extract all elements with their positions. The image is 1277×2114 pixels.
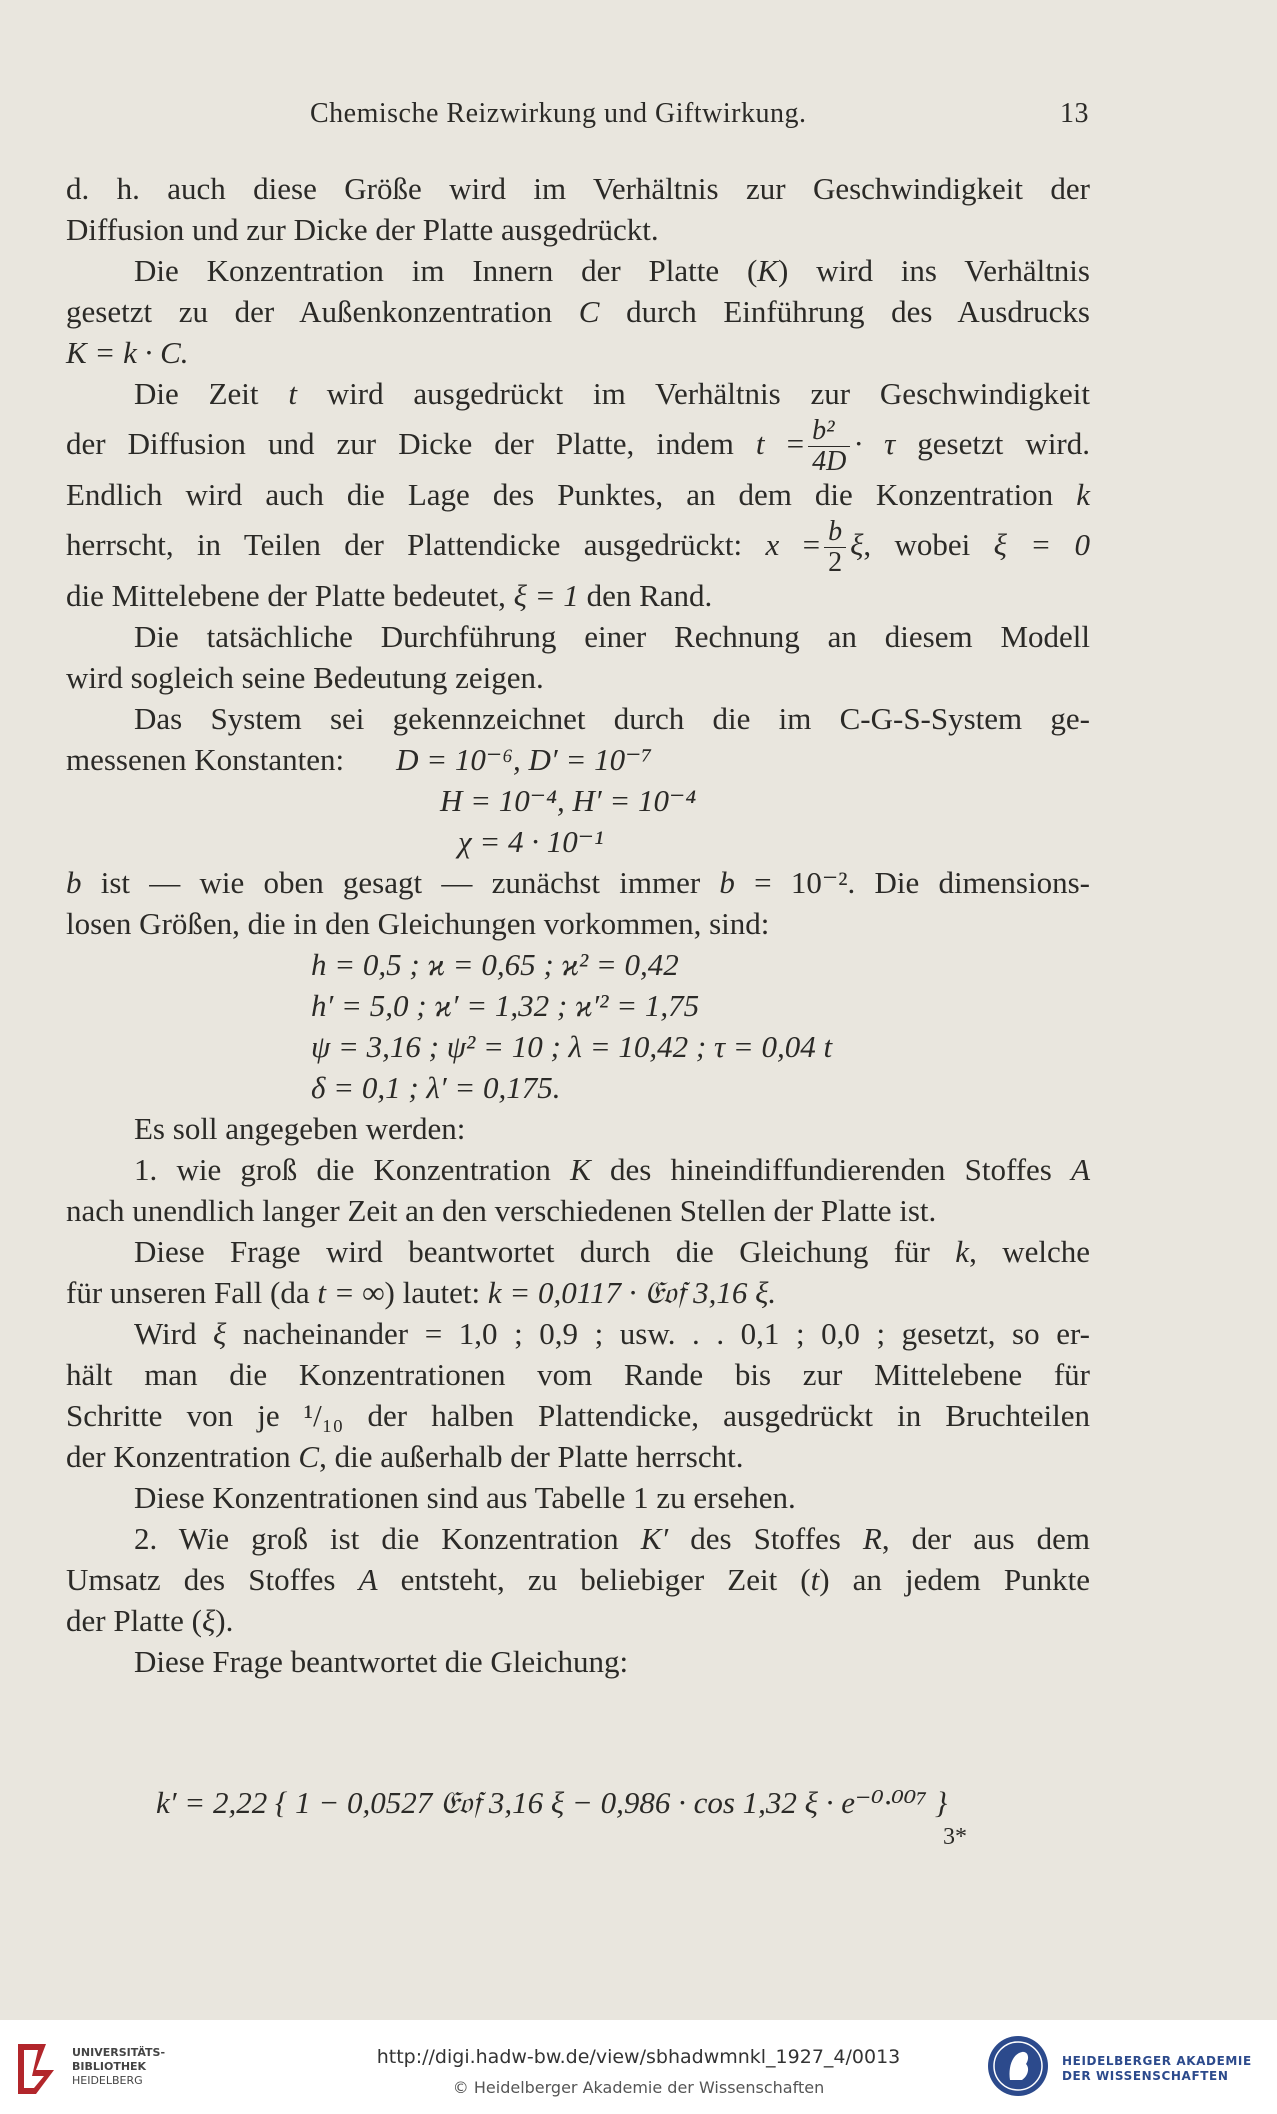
- university-library-label: UNIVERSITÄTS- BIBLIOTHEK HEIDELBERG: [72, 2046, 166, 2087]
- text-line: der Diffusion und zur Dicke der Platte, indem t = $\frac{\text{b²}}{4D}$ · τ gesetzt wird.: [66, 415, 1091, 478]
- text-line: der Konzentration C, die außerhalb der Platte herrscht.: [66, 1439, 744, 1474]
- equation-line: h′ = 5,0 ; ϰ′ = 1,32 ; ϰ′² = 1,75: [311, 988, 700, 1023]
- text-line: herrscht, in Teilen der Plattendicke ausgedrückt: x = $\frac{b}{2}$ ξ, wobei ξ = 0: [66, 516, 1090, 579]
- text-line: Das System sei gekennzeichnet durch die im C-G-S-System ge-: [134, 701, 1090, 736]
- text-line: Diese Frage wird beantwortet durch die Gleichung für k, welche: [134, 1234, 1090, 1269]
- main-text: [66, 168, 1090, 1682]
- text-line: Wird ξ nacheinander = 1,0 ; 0,9 ; usw. . . 0,1 ; 0,0 ; gesetzt, so er-: [134, 1316, 1090, 1351]
- text-line: K = k · C.: [66, 335, 189, 370]
- running-title: Chemische Reizwirkung und Giftwirkung.: [310, 98, 807, 129]
- equation-line: δ = 0,1 ; λ′ = 0,175.: [311, 1070, 561, 1105]
- copyright-notice: © Heidelberger Akademie der Wissenschaften: [452, 2078, 825, 2097]
- text-line: Umsatz des Stoffes A entsteht, zu beliebiger Zeit (t) an jedem Punkte: [66, 1562, 1090, 1597]
- fraction: $\frac{\text{b²}}{4D}$: [808, 416, 850, 477]
- equation-line: h = 0,5 ; ϰ = 0,65 ; ϰ² = 0,42: [311, 947, 679, 982]
- text-line: Die Zeit t wird ausgedrückt im Verhältnis zur Geschwindigkeit: [134, 376, 1090, 411]
- text-line: hält man die Konzentrationen vom Rande bis zur Mittelebene für: [66, 1357, 1090, 1392]
- running-header: [0, 98, 1277, 142]
- equation-line: H = 10⁻⁴, H′ = 10⁻⁴: [440, 783, 697, 818]
- signature-mark: 3*: [943, 1824, 967, 1850]
- text-line: Diese Konzentrationen sind aus Tabelle 1 zu ersehen.: [134, 1480, 796, 1515]
- final-equation: k′ = 2,22 { 1 − 0,0527 𝔈𝔬𝔣 3,16 ξ − 0,986 · cos 1,32 ξ · e⁻⁰·⁰⁰⁷ }: [156, 1785, 948, 1820]
- text-line: der Platte (ξ).: [66, 1603, 234, 1638]
- text-line: Schritte von je ¹/₁₀ der halben Plattendicke, ausgedrückt in Bruchteilen: [66, 1398, 1090, 1433]
- text-line: 2. Wie groß ist die Konzentration K′ des Stoffes R, der aus dem: [134, 1521, 1090, 1556]
- text-line: Diffusion und zur Dicke der Platte ausgedrückt.: [66, 212, 659, 247]
- text-line: wird sogleich seine Bedeutung zeigen.: [66, 660, 544, 695]
- text-line: Die tatsächliche Durchführung einer Rechnung an diesem Modell: [134, 619, 1090, 654]
- text-line: b ist — wie oben gesagt — zunächst immer b = 10⁻². Die dimensions-: [66, 865, 1090, 900]
- text-line: d. h. auch diese Größe wird im Verhältnis zur Geschwindigkeit der: [66, 171, 1090, 206]
- text-line: losen Größen, die in den Gleichungen vorkommen, sind:: [66, 906, 770, 941]
- text-line: messenen Konstanten: D = 10⁻⁶, D′ = 10⁻⁷: [66, 742, 653, 777]
- text-line: nach unendlich langer Zeit an den verschiedenen Stellen der Platte ist.: [66, 1193, 937, 1228]
- academy-seal-icon: [986, 2034, 1050, 2098]
- fraction: $\frac{b}{2}$: [824, 517, 846, 578]
- text-line: für unseren Fall (da t = ∞) lautet: k = 0,0117 · 𝔈𝔬𝔣 3,16 ξ.: [66, 1275, 777, 1310]
- equation-line: ψ = 3,16 ; ψ² = 10 ; λ = 10,42 ; τ = 0,04 t: [311, 1029, 833, 1064]
- viewer-footer: [0, 2020, 1277, 2114]
- text-line: Es soll angegeben werden:: [134, 1111, 466, 1146]
- text-line: die Mittelebene der Platte bedeutet, ξ = 1 den Rand.: [66, 578, 713, 613]
- text-line: Die Konzentration im Innern der Platte (K) wird ins Verhältnis: [134, 253, 1090, 288]
- permalink-url[interactable]: http://digi.hadw-bw.de/view/sbhadwmnkl_1927_4/0013: [376, 2046, 901, 2068]
- text-line: Diese Frage beantwortet die Gleichung:: [134, 1644, 629, 1679]
- text-line: gesetzt zu der Außenkonzentration C durch Einführung des Ausdrucks: [66, 294, 1090, 329]
- text-line: Endlich wird auch die Lage des Punktes, an dem die Konzentration k: [66, 477, 1090, 512]
- equation-line: χ = 4 · 10⁻¹: [458, 824, 604, 859]
- page-number: 13: [1060, 98, 1089, 129]
- academy-label: HEIDELBERGER AKADEMIE DER WISSENSCHAFTEN: [1062, 2054, 1252, 2083]
- text-line: 1. wie groß die Konzentration K des hineindiffundierenden Stoffes A: [134, 1152, 1091, 1187]
